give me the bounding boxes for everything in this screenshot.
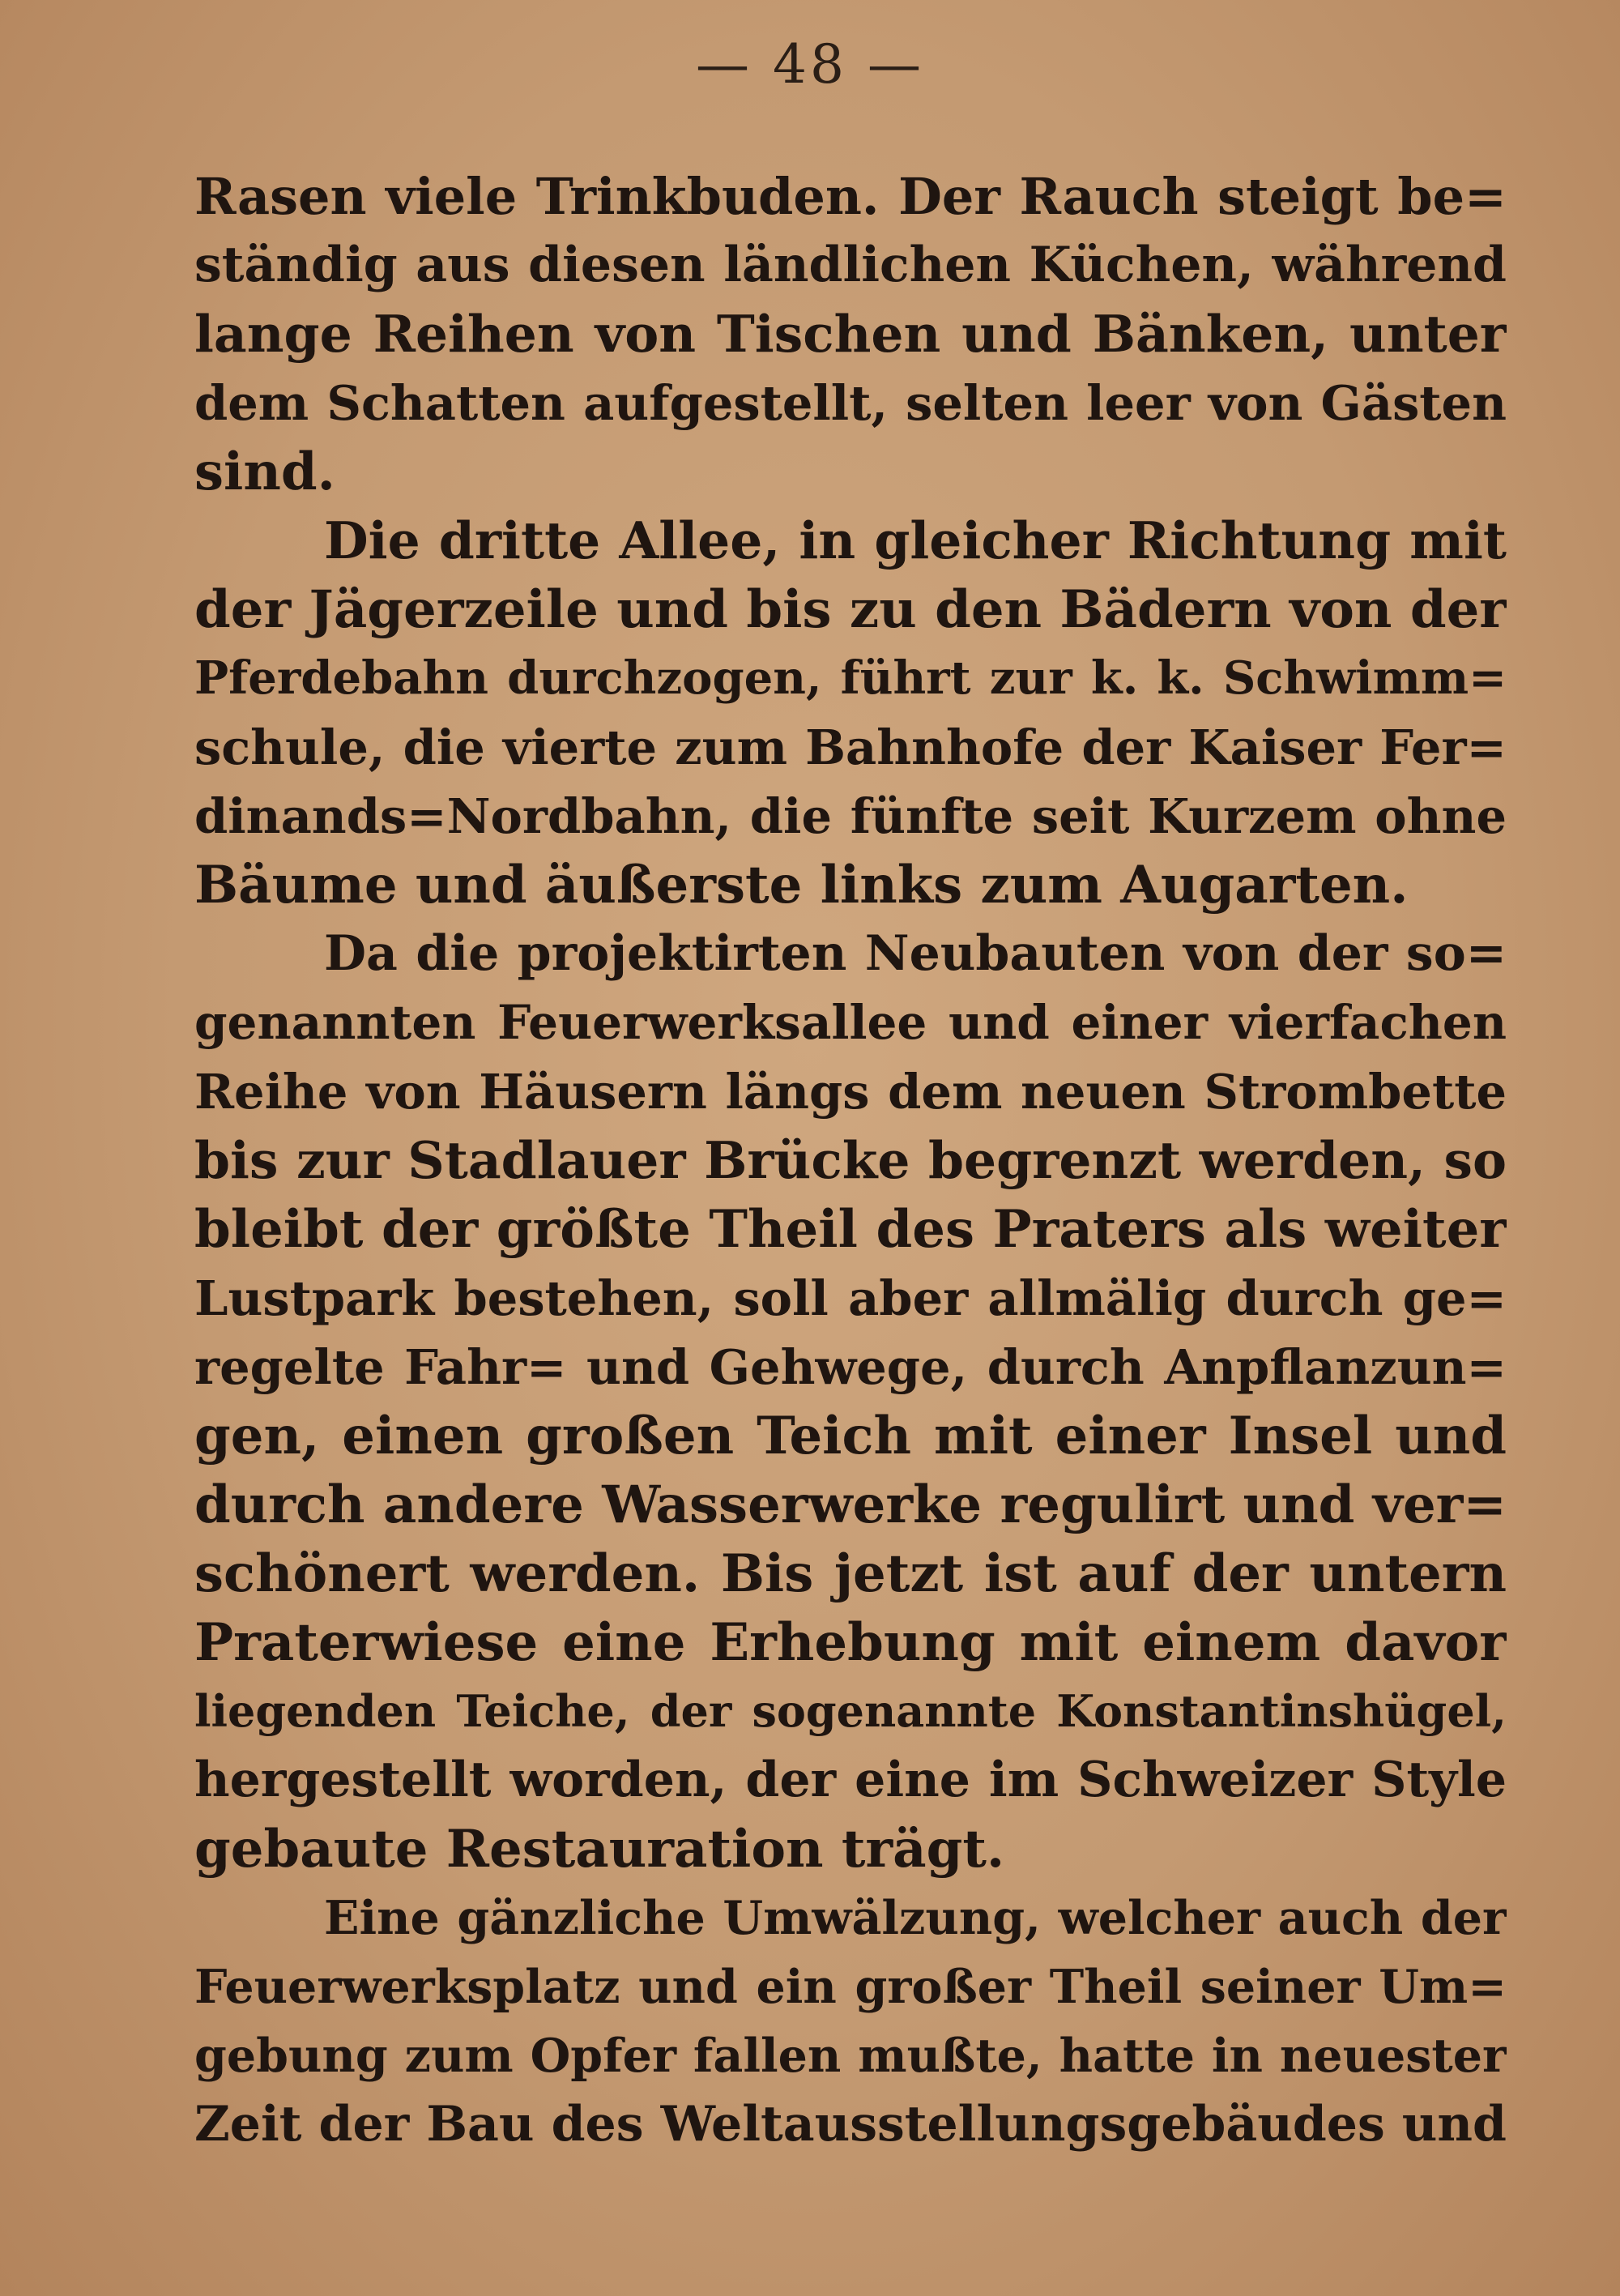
text-line: Da die projektirten Neubauten von der so=	[324, 925, 1507, 982]
text-line: schule, die vierte zum Bahnhofe der Kaiser Fer=	[194, 719, 1507, 775]
text-line: gen, einen großen Teich mit einer Insel und	[194, 1406, 1507, 1466]
text-line: Reihe von Häusern längs dem neuen Strombette	[194, 1064, 1507, 1120]
text-line: bis zur Stadlauer Brücke begrenzt werden, so	[194, 1130, 1507, 1190]
text-line: dem Schatten aufgestellt, selten leer von Gästen	[194, 375, 1507, 431]
text-line: genannten Feuerwerksallee und einer vierfachen	[194, 995, 1507, 1050]
text-line: ständig aus diesen ländlichen Küchen, während	[194, 237, 1507, 293]
text-line: gebung zum Opfer fallen mußte, hatte in neuester	[194, 2029, 1507, 2083]
text-line: regelte Fahr= und Gehwege, durch Anpflanzun=	[194, 1339, 1507, 1395]
text-line: sind.	[194, 442, 335, 502]
text-line: Bäume und äußerste links zum Augarten.	[194, 855, 1409, 915]
text-line: bleibt der größte Theil des Praters als weiter	[194, 1199, 1507, 1260]
text-line: Eine gänzliche Umwälzung, welcher auch der	[324, 1891, 1507, 1945]
text-line: der Jägerzeile und bis zu den Bädern von der	[194, 579, 1507, 640]
body-text	[194, 162, 1507, 2159]
text-line: hergestellt worden, der eine im Schweizer Style	[194, 1752, 1507, 1808]
text-line: schönert werden. Bis jetzt ist auf der untern	[194, 1543, 1507, 1604]
text-line: lange Reihen von Tischen und Bänken, unter	[194, 304, 1507, 364]
text-line: gebaute Restauration trägt.	[194, 1819, 1005, 1880]
text-line: Pferdebahn durchzogen, führt zur k. k. Schwimm=	[194, 651, 1507, 705]
page-number: — 48 —	[696, 33, 924, 96]
text-line: liegenden Teiche, der sogenannte Konstantinshügel,	[194, 1685, 1507, 1737]
text-line: Praterwiese eine Erhebung mit einem davor	[194, 1612, 1507, 1673]
text-line: Die dritte Allee, in gleicher Richtung mit	[324, 510, 1507, 570]
text-line: dinands=Nordbahn, die fünfte seit Kurzem ohne	[194, 788, 1507, 844]
text-line: durch andere Wasserwerke regulirt und ver=	[194, 1474, 1507, 1535]
text-line: Zeit der Bau des Weltausstellungsgebäudes und	[194, 2096, 1507, 2153]
text-line: Rasen viele Trinkbuden. Der Rauch steigt be=	[194, 167, 1507, 226]
text-line: Lustpark bestehen, soll aber allmälig durch ge=	[194, 1270, 1507, 1326]
text-line: Feuerwerksplatz und ein großer Theil seiner Um=	[194, 1960, 1507, 2014]
